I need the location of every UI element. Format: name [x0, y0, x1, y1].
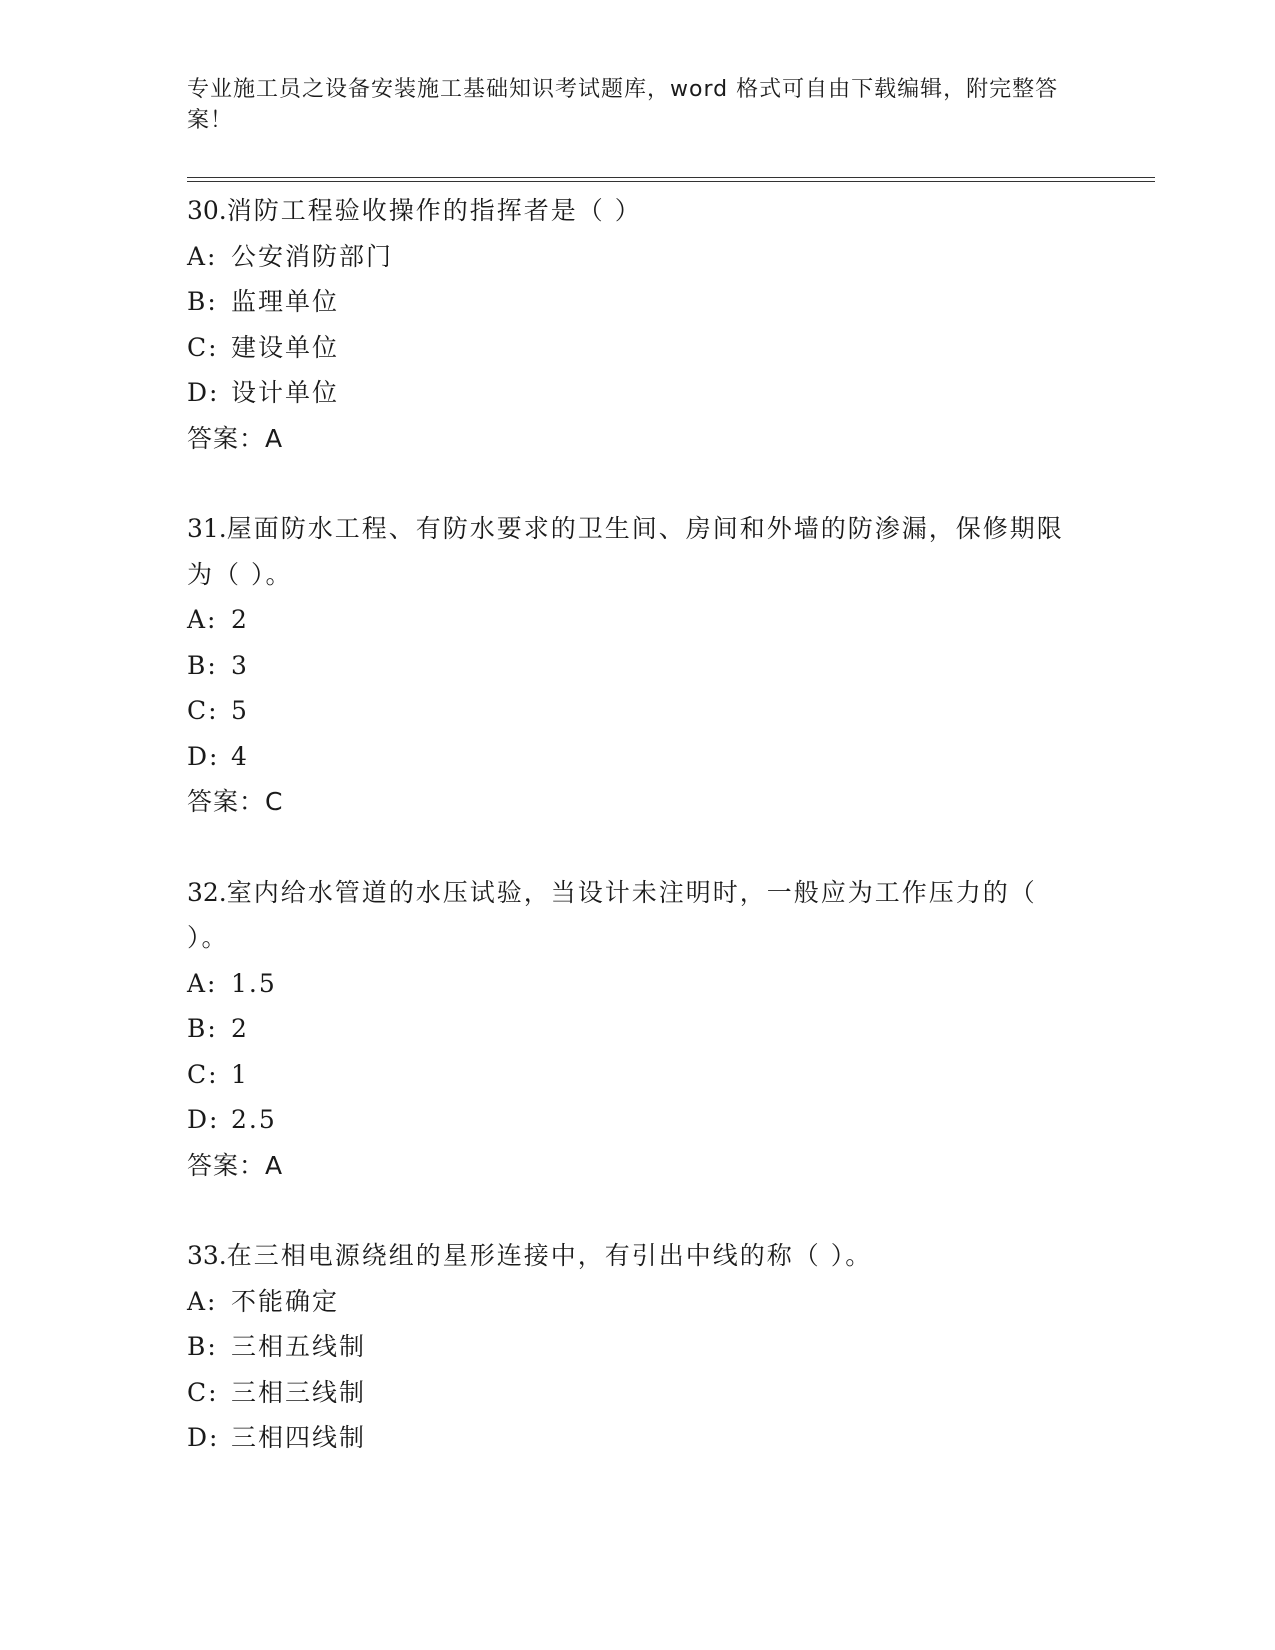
option-text: 4	[231, 741, 249, 771]
option-text: 不能确定	[231, 1286, 340, 1316]
option-text: 1.5	[231, 968, 277, 998]
document-header: 专业施工员之设备安装施工基础知识考试题库，word 格式可自由下载编辑，附完整答案！	[187, 77, 1059, 133]
answer-prefix: 答案：	[187, 423, 266, 453]
option-label: A:	[187, 968, 218, 998]
option-text: 设计单位	[231, 378, 340, 407]
option-c	[187, 1052, 1087, 1098]
option-d	[187, 1415, 1087, 1461]
option-text: 三相三线制	[231, 1377, 367, 1407]
question-title	[187, 1233, 1087, 1279]
option-b	[187, 1324, 1087, 1370]
answer-value: C	[265, 787, 284, 816]
option-text: 监理单位	[231, 287, 340, 316]
question-number: 33.	[187, 1241, 227, 1270]
option-d	[187, 370, 1087, 416]
header-divider-top	[187, 177, 1155, 178]
answer-prefix: 答案：	[187, 787, 266, 816]
answer-prefix: 答案：	[187, 1150, 266, 1180]
option-text: 2.5	[231, 1105, 277, 1134]
option-text: 1	[231, 1059, 249, 1089]
option-d	[187, 734, 1087, 780]
answer-value: A	[265, 1150, 284, 1180]
answer-value: A	[265, 423, 284, 453]
question-text: 室内给水管道的水压试验，当设计未注明时，一般应为工作压力的（ ）。	[187, 877, 1037, 952]
option-d	[187, 1097, 1087, 1143]
option-text: 5	[231, 696, 249, 725]
option-label: B:	[187, 1332, 218, 1361]
answer-line	[187, 416, 1087, 462]
option-b	[187, 279, 1087, 325]
option-a	[187, 1279, 1087, 1325]
question-number: 31.	[187, 514, 227, 543]
option-text: 公安消防部门	[231, 241, 394, 271]
question-text: 屋面防水工程、有防水要求的卫生间、房间和外墙的防渗漏，保修期限为（ ）。	[187, 514, 1064, 589]
option-c	[187, 1370, 1087, 1416]
option-label: D:	[187, 1423, 220, 1452]
option-text: 三相四线制	[231, 1423, 367, 1452]
option-text: 2	[231, 605, 249, 634]
option-b	[187, 643, 1087, 689]
question-32	[187, 870, 1087, 1189]
answer-line	[187, 1143, 1087, 1189]
option-text: 3	[231, 650, 249, 680]
option-a	[187, 234, 1087, 280]
option-label: B:	[187, 287, 218, 316]
option-label: C:	[187, 1377, 219, 1407]
option-label: B:	[187, 650, 218, 680]
answer-line	[187, 779, 1087, 825]
option-label: D:	[187, 741, 220, 771]
option-label: A:	[187, 1286, 218, 1316]
option-c	[187, 325, 1087, 371]
option-a	[187, 597, 1087, 643]
option-label: A:	[187, 241, 218, 271]
option-label: D:	[187, 378, 220, 407]
option-label: D:	[187, 1105, 220, 1134]
question-title	[187, 506, 1087, 597]
option-label: C:	[187, 696, 219, 725]
option-label: C:	[187, 332, 219, 362]
option-text: 三相五线制	[231, 1332, 367, 1361]
option-c	[187, 688, 1087, 734]
option-text: 2	[231, 1014, 249, 1043]
option-label: C:	[187, 1059, 219, 1089]
question-number: 30.	[187, 196, 227, 225]
question-title	[187, 870, 1087, 961]
option-a	[187, 961, 1087, 1007]
question-text: 在三相电源绕组的星形连接中，有引出中线的称（ ）。	[226, 1241, 873, 1270]
question-number: 32.	[187, 877, 227, 907]
question-text: 消防工程验收操作的指挥者是（ ）	[226, 196, 642, 225]
option-text: 建设单位	[231, 332, 340, 362]
question-30	[187, 188, 1087, 461]
header-divider-bottom	[187, 181, 1155, 182]
question-list	[187, 188, 1087, 1461]
question-33	[187, 1233, 1087, 1461]
question-31	[187, 506, 1087, 825]
option-label: B:	[187, 1014, 218, 1043]
option-label: A:	[187, 605, 218, 634]
option-b	[187, 1006, 1087, 1052]
question-title	[187, 188, 1087, 234]
